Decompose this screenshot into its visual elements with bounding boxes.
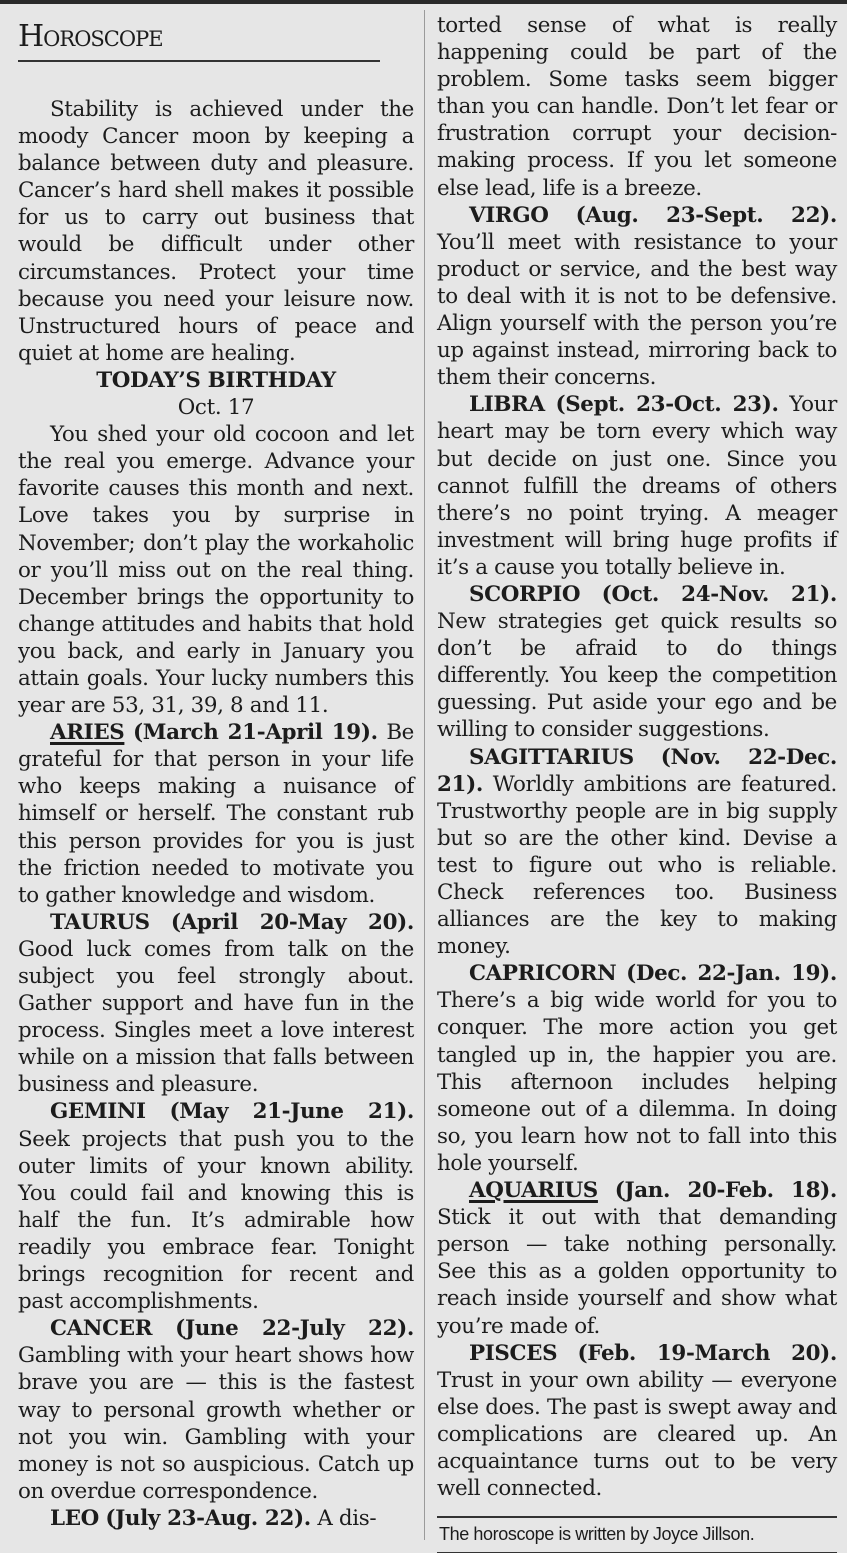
sign-taurus (18, 909, 414, 1099)
sign-dates-virgo: (Aug. 23-Sept. 22). (575, 202, 837, 228)
sign-aquarius (437, 1177, 837, 1340)
sign-scorpio (437, 581, 837, 744)
sign-sagittarius (437, 744, 837, 961)
sign-aries (18, 719, 414, 909)
author-credit: The horoscope is written by Joyce Jillson. (439, 1524, 755, 1545)
left-column (18, 0, 414, 1532)
birthday-text: You shed your old cocoon and let the real you emerge. Advance your favorite causes this month and next. Love takes you by surprise in November; don’t play the workaholic or you’ll miss out on the real thing. December brings the opportunity to change attitudes and habits that hold you back, and early in January you attain goals. Your lucky numbers this year are 53, 31, 39, 8 and 11. (18, 422, 414, 719)
sign-name-sagittarius: SAGITTARIUS (469, 744, 634, 770)
sign-dates-pisces: (Feb. 19-March 20). (577, 1340, 837, 1366)
sign-dates-gemini: (May 21-June 21). (169, 1099, 414, 1125)
sign-text-sagittarius: Worldly ambitions are featured. Trustworthy people are in big supply but so are the other kind. Devise a test to figure out who is reliable. Check references too. Business alliances are the key to making money. (437, 771, 837, 960)
birthday-date: Oct. 17 (177, 395, 255, 421)
sign-name-libra: LIBRA (469, 392, 545, 418)
sign-text-aquarius: Stick it out with that demanding person — take nothing personally. See this as a golden opportunity to reach inside yourself and show what you’re made of. (437, 1205, 837, 1339)
right-column (437, 0, 837, 1553)
sign-cancer (18, 1315, 414, 1505)
sign-text-aries: Be grateful for that person in your life who keeps making a nuisance of himself or herself. The constant rub this person provides for you is just the friction needed to motivate you to gather knowledge and wisdom. (18, 720, 414, 908)
sign-text-cancer: Gambling with your heart shows how brave you are — this is the fastest way to personal growth whether or not you win. Gambling with your money is not so auspicious. Catch up on overdue correspondence. (18, 1343, 414, 1504)
title-rule (18, 60, 380, 62)
sign-name-aries: ARIES (50, 720, 125, 746)
sign-dates-sagittarius: (Nov. 22-Dec. 21). (437, 744, 837, 797)
sign-libra (437, 391, 837, 581)
sign-name-taurus: TAURUS (50, 909, 150, 935)
sign-capricorn (437, 960, 837, 1177)
column-divider (424, 10, 425, 1540)
sign-text-capricorn: There’s a big wide world for you to conquer. The more action you get tangled up in, the happier you are. This afternoon includes helping someone out of a dilemma. In doing so, you learn how not to fall into this hole yourself. (437, 988, 837, 1176)
sign-name-gemini: GEMINI (50, 1099, 146, 1125)
sign-text-leo: A dis- (317, 1505, 377, 1531)
sign-dates-libra: (Sept. 23-Oct. 23). (555, 392, 779, 418)
sign-name-pisces: PISCES (469, 1340, 558, 1366)
leo-continued: torted sense of what is really happening could be part of the problem. Some tasks seem bigger than you can handle. Don’t let fear or frustration corrupt your decision-making process. If you let someone else lead, life is a breeze. (437, 13, 837, 201)
sign-text-virgo: You’ll meet with resistance to your product or service, and the best way to deal with it is not to be defensive. Align yourself with the person you’re up against instead, mirroring back to them their concerns. (437, 229, 837, 391)
sign-pisces (437, 1340, 837, 1503)
sign-dates-aries: (March 21-April 19). (132, 720, 378, 746)
sign-dates-scorpio: (Oct. 24-Nov. 21). (601, 581, 837, 607)
sign-leo (18, 1505, 414, 1532)
sign-dates-capricorn: (Dec. 22-Jan. 19). (626, 961, 838, 987)
sign-dates-cancer: (June 22-July 22). (175, 1316, 414, 1342)
sign-name-virgo: VIRGO (469, 202, 549, 228)
sign-name-scorpio: SCORPIO (469, 581, 581, 607)
sign-name-cancer: CANCER (50, 1316, 153, 1342)
sign-gemini (18, 1098, 414, 1315)
sign-virgo (437, 202, 837, 392)
sign-text-scorpio: New strategies get quick results so don’t be afraid to do things differently. You keep the competition guessing. Put aside your ego and be willing to consider suggestions. (437, 609, 837, 743)
sign-text-taurus: Good luck comes from talk on the subject you feel strongly about. Gather support and have fun in the process. Singles meet a love interest while on a mission that falls between business and pleasure. (18, 936, 414, 1098)
sign-dates-taurus: (April 20-May 20). (170, 909, 414, 935)
sign-name-capricorn: CAPRICORN (469, 961, 617, 987)
birthday-heading: TODAY’S BIRTHDAY (96, 367, 336, 393)
sign-text-gemini: Seek projects that push you to the outer limits of your known ability. You could fail and knowing this is half the fun. It’s admirable how readily you embrace fear. Tonight brings recognition for recent and past accomplishments. (18, 1126, 414, 1315)
credit-box (437, 1516, 837, 1553)
page-title: Horoscope (18, 19, 163, 54)
sign-name-aquarius: AQUARIUS (469, 1178, 598, 1204)
sign-text-libra: Your heart may be torn every which way but decide on just one. Since you cannot fulfill the dreams of others there’s no point trying. A meager investment will bring huge profits if it’s a cause you totally believe in. (437, 392, 838, 580)
sign-name-leo: LEO (50, 1505, 99, 1531)
intro-paragraph: Stability is achieved under the moody Cancer moon by keeping a balance between duty and pleasure. Cancer’s hard shell makes it possible for us to carry out business that would be difficult under other circumstances. Protect your time because you need your leisure now. Unstructured hours of peace and quiet at home are healing. (18, 97, 414, 366)
sign-dates-leo: (July 23-Aug. 22). (105, 1505, 311, 1531)
sign-dates-aquarius: (Jan. 20-Feb. 18). (614, 1178, 837, 1204)
sign-text-pisces: Trust in your own ability — everyone else does. The past is swept away and complications are cleared up. An acquaintance turns out to be very well connected. (437, 1367, 837, 1502)
